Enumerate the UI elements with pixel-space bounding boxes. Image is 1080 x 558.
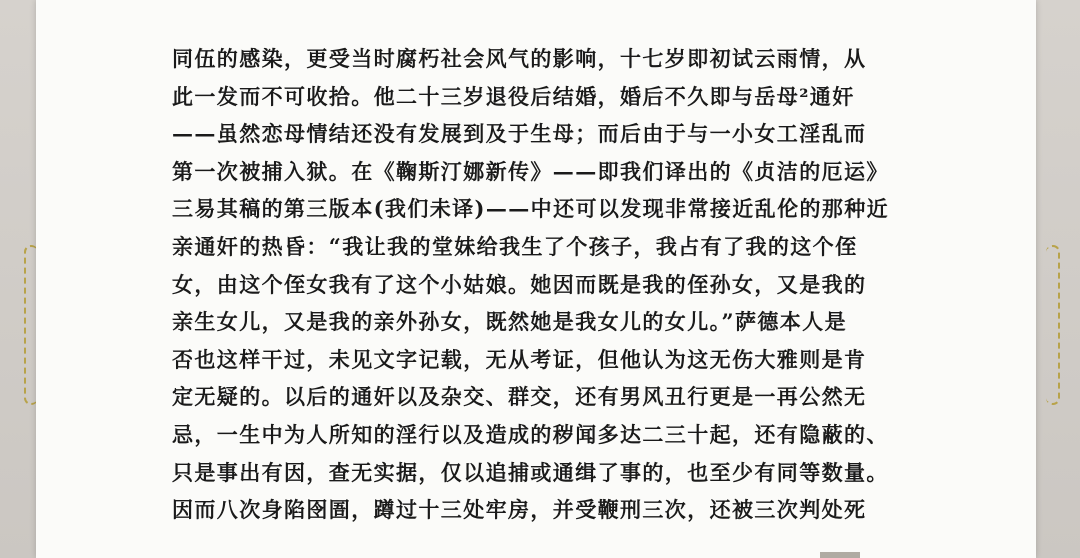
text-line: 定无疑的。以后的通奸以及杂交、群交，还有男风丑行更是一再公然无: [172, 384, 867, 410]
right-page-turn-bracket[interactable]: [1046, 245, 1060, 405]
body-text: [172, 40, 972, 529]
text-line: 亲通奸的热昏：“我让我的堂妹给我生了个孩子，我占有了我的这个侄: [172, 233, 858, 259]
text-line: 三易其稿的第三版本(我们未译)——中还可以发现非常接近乱伦的那种近: [172, 196, 890, 222]
text-line: 此一发而不可收拾。他二十三岁退役后结婚，婚后不久即与岳母²通奸: [172, 83, 855, 109]
scroll-indicator[interactable]: [820, 552, 860, 558]
document-page: [36, 0, 1036, 558]
text-line: 因而八次身陷囹圄，蹲过十三处牢房，并受鞭刑三次，还被三次判处死: [172, 497, 867, 523]
text-line: 女，由这个侄女我有了这个小姑娘。她因而既是我的侄孙女，又是我的: [172, 271, 867, 297]
text-line: 否也这样干过，未见文字记载，无从考证，但他认为这无伤大雅则是肯: [172, 346, 867, 372]
text-line: 忌，一生中为人所知的淫行以及造成的秽闻多达二三十起，还有隐蔽的、: [172, 421, 889, 447]
text-line: 同伍的感染，更受当时腐朽社会风气的影响，十七岁即初试云雨情，从: [172, 46, 867, 71]
text-line: ——虽然恋母情结还没有发展到及于生母；而后由于与一小女工淫乱而: [172, 121, 867, 147]
text-line: 亲生女儿，又是我的亲外孙女，既然她是我女儿的女儿。”萨德本人是: [172, 309, 847, 335]
text-line: 第一次被捕入狱。在《鞠斯汀娜新传》——即我们译出的《贞洁的厄运》: [172, 158, 889, 184]
text-line: 只是事出有因，查无实据，仅以追捕或通缉了事的，也至少有同等数量。: [172, 459, 889, 485]
